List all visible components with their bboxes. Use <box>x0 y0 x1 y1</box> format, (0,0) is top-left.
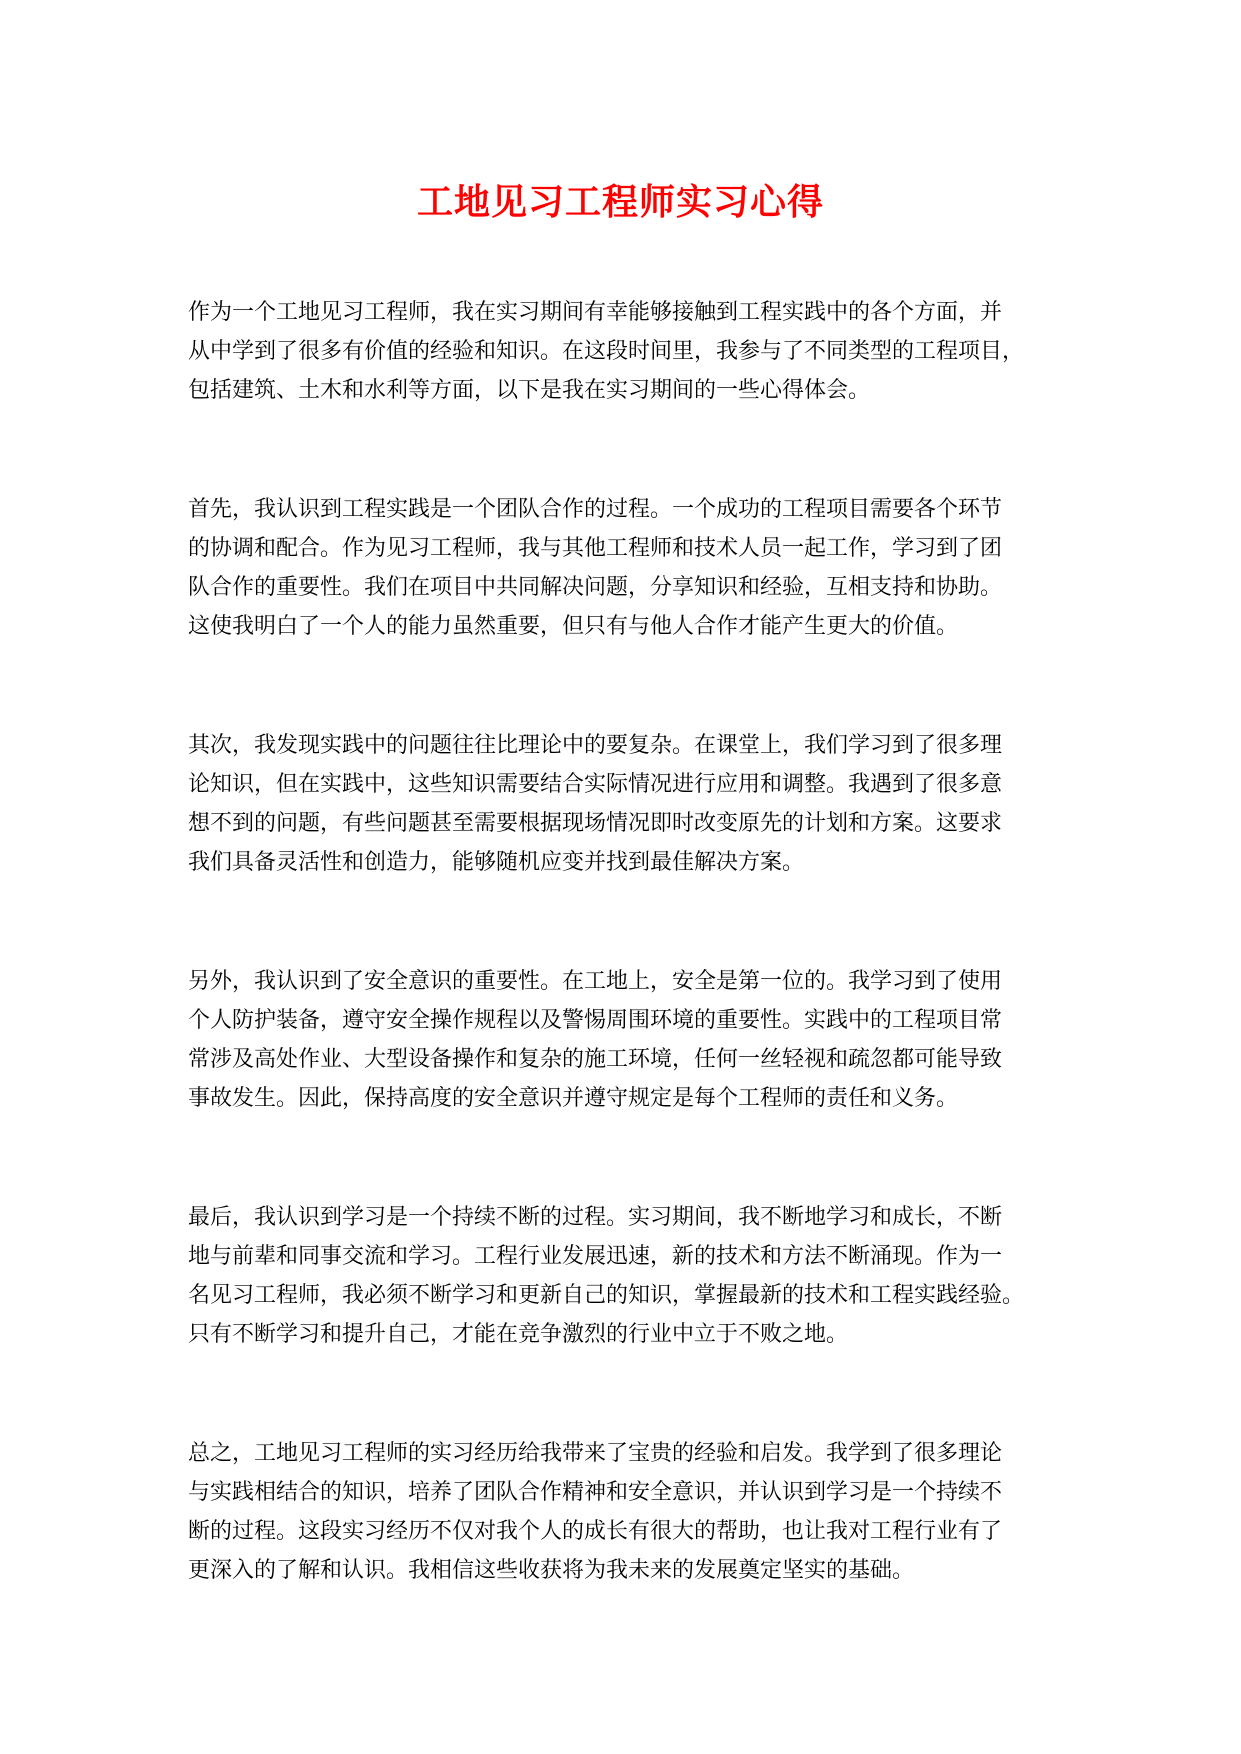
text-line: 从中学到了很多有价值的经验和知识。在这段时间里，我参与了不同类型的工程项目， <box>188 339 1025 364</box>
paragraph-intro <box>188 293 1078 410</box>
text-line: 其次，我发现实践中的问题往往比理论中的要复杂。在课堂上，我们学习到了很多理 <box>188 733 1003 758</box>
text-line: 最后，我认识到学习是一个持续不断的过程。实习期间，我不断地学习和成长，不断 <box>188 1205 1003 1230</box>
paragraph-learning <box>188 1198 1078 1354</box>
text-line: 队合作的重要性。我们在项目中共同解决问题，分享知识和经验，互相支持和协助。 <box>188 575 1003 600</box>
text-line: 名见习工程师，我必须不断学习和更新自己的知识，掌握最新的技术和工程实践经验。 <box>188 1283 1025 1308</box>
text-line: 地与前辈和同事交流和学习。工程行业发展迅速，新的技术和方法不断涌现。作为一 <box>188 1244 1003 1269</box>
text-line: 更深入的了解和认识。我相信这些收获将为我未来的发展奠定坚实的基础。 <box>188 1558 915 1583</box>
text-line: 想不到的问题，有些问题甚至需要根据现场情况即时改变原先的计划和方案。这要求 <box>188 811 1003 836</box>
text-line: 论知识，但在实践中，这些知识需要结合实际情况进行应用和调整。我遇到了很多意 <box>188 772 1003 797</box>
text-line: 的协调和配合。作为见习工程师，我与其他工程师和技术人员一起工作，学习到了团 <box>188 536 1003 561</box>
page-title: 工地见习工程师实习心得 <box>416 182 824 223</box>
document-body <box>188 293 1078 1670</box>
text-line: 包括建筑、土木和水利等方面，以下是我在实习期间的一些心得体会。 <box>188 378 871 403</box>
paragraph-practice <box>188 726 1078 882</box>
text-line: 另外，我认识到了安全意识的重要性。在工地上，安全是第一位的。我学习到了使用 <box>188 969 1003 994</box>
text-line: 这使我明白了一个人的能力虽然重要，但只有与他人合作才能产生更大的价值。 <box>188 614 959 639</box>
text-line: 我们具备灵活性和创造力，能够随机应变并找到最佳解决方案。 <box>188 850 805 875</box>
text-line: 断的过程。这段实习经历不仅对我个人的成长有很大的帮助，也让我对工程行业有了 <box>188 1519 1003 1544</box>
paragraph-teamwork <box>188 490 1078 646</box>
text-line: 作为一个工地见习工程师，我在实习期间有幸能够接触到工程实践中的各个方面，并 <box>188 300 1003 325</box>
text-line: 事故发生。因此，保持高度的安全意识并遵守规定是每个工程师的责任和义务。 <box>188 1086 959 1111</box>
text-line: 只有不断学习和提升自己，才能在竞争激烈的行业中立于不败之地。 <box>188 1322 849 1347</box>
text-line: 常涉及高处作业、大型设备操作和复杂的施工环境，任何一丝轻视和疏忽都可能导致 <box>188 1047 1003 1072</box>
text-line: 与实践相结合的知识，培养了团队合作精神和安全意识，并认识到学习是一个持续不 <box>188 1480 1003 1505</box>
text-line: 首先，我认识到工程实践是一个团队合作的过程。一个成功的工程项目需要各个环节 <box>188 497 1003 522</box>
paragraph-safety <box>188 962 1078 1118</box>
text-line: 个人防护装备，遵守安全操作规程以及警惕周围环境的重要性。实践中的工程项目常 <box>188 1008 1003 1033</box>
text-line: 总之，工地见习工程师的实习经历给我带来了宝贵的经验和启发。我学到了很多理论 <box>188 1441 1003 1466</box>
paragraph-conclusion <box>188 1434 1078 1590</box>
